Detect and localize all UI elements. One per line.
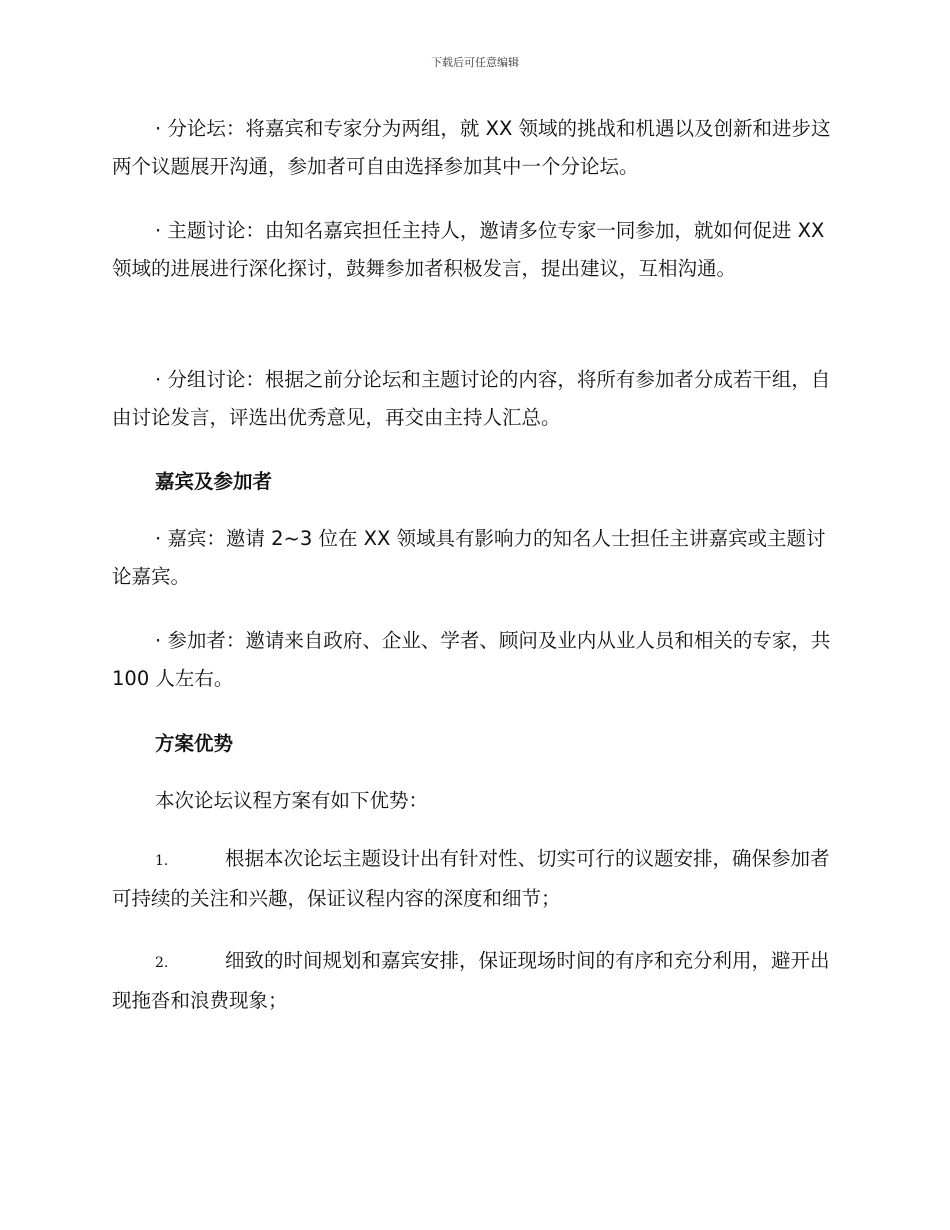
document-body (112, 110, 840, 186)
list-item-number: 2. (155, 955, 169, 971)
list-item (112, 840, 840, 918)
list-item-text: 根据本次论坛主题设计出有针对性、切实可行的议题安排，确保参加者可持续的关注和兴趣，保证议程内容的深度和细节； (112, 847, 830, 910)
advantages-intro: 本次论坛议程方案有如下优势： (155, 789, 429, 812)
group-discussion-paragraph: · 分组讨论：根据之前分论坛和主题讨论的内容，将所有参加者分成若干组，自由讨论发言，评选出优秀意见，再交由主持人汇总。 (112, 368, 831, 429)
guests-paragraph: · 嘉宾：邀请 2~3 位在 XX 领域具有影响力的知名人士担任主讲嘉宾或主题讨论嘉宾。 (112, 527, 826, 588)
sub-forum-paragraph: · 分论坛：将嘉宾和专家分为两组，就 XX 领域的挑战和机遇以及创新和进步这两个议题展开沟通，参加者可自由选择参加其中一个分论坛。 (112, 117, 831, 178)
document-body (112, 361, 840, 437)
participants-paragraph: · 参加者：邀请来自政府、企业、学者、顾问及业内从业人员和相关的专家，共 100 人左右。 (112, 629, 837, 690)
document-body (112, 942, 840, 1020)
guests-heading: 嘉宾及参加者 (155, 470, 273, 493)
advantages-heading: 方案优势 (155, 732, 234, 755)
document-body (112, 840, 840, 918)
document-body (112, 463, 840, 501)
list-item-number: 1. (155, 853, 169, 869)
page-header: 下载后可任意编辑 (431, 56, 519, 69)
document-body (112, 212, 840, 288)
document-body (112, 520, 840, 596)
document-body (112, 782, 840, 820)
document-body (112, 622, 840, 698)
theme-discussion-paragraph: · 主题讨论：由知名嘉宾担任主持人，邀请多位专家一同参加，就如何促进 XX 领域的进展进行深化探讨，鼓舞参加者积极发言，提出建议，互相沟通。 (112, 219, 831, 280)
document-body (112, 725, 840, 763)
list-item-text: 细致的时间规划和嘉宾安排，保证现场时间的有序和充分利用，避开出现拖沓和浪费现象； (112, 949, 830, 1012)
list-item (112, 942, 840, 1020)
